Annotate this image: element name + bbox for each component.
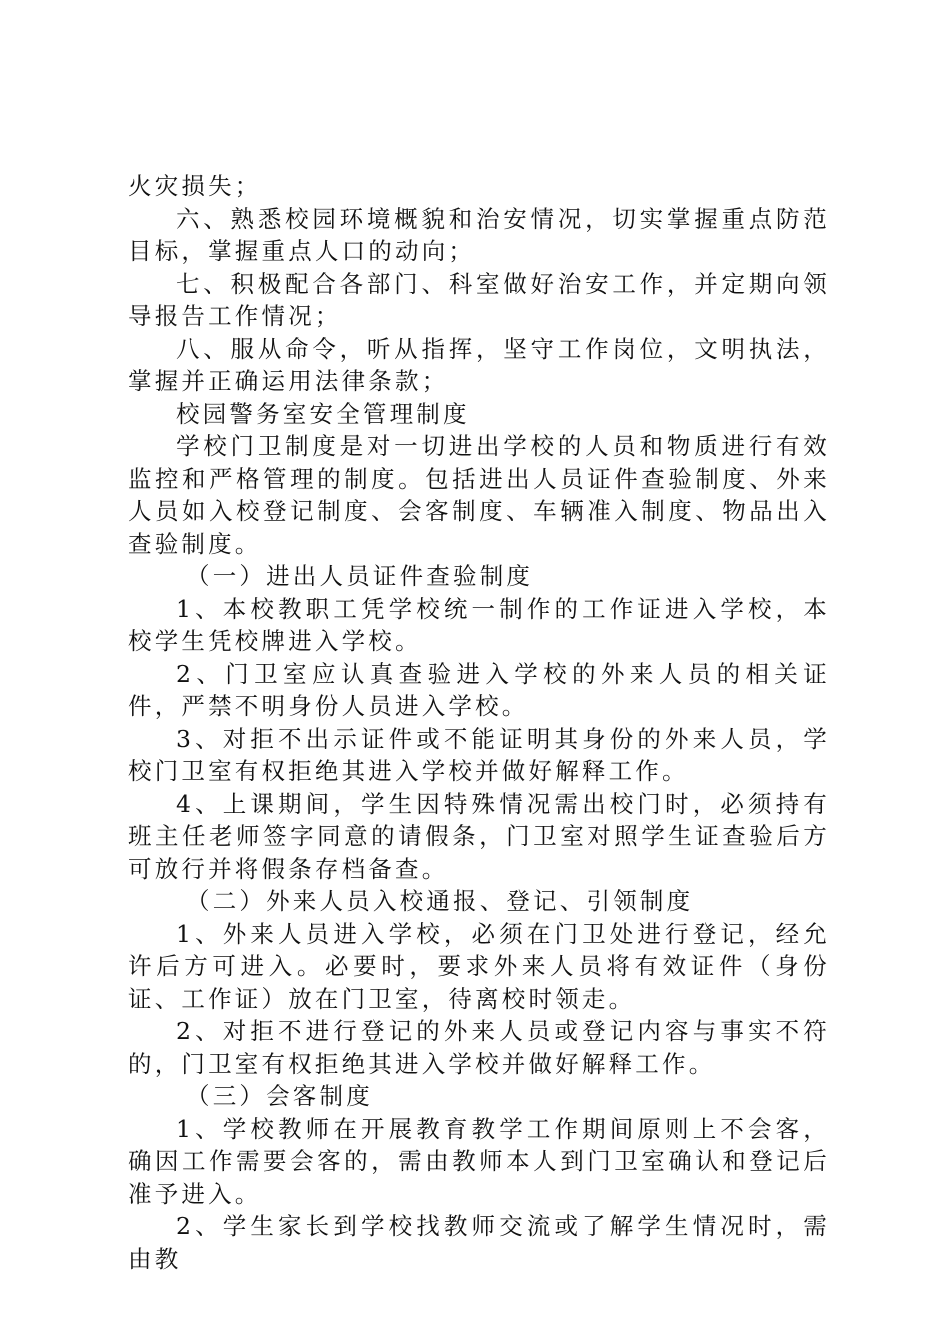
section-heading-3: （三）会客制度 xyxy=(186,1082,373,1110)
paragraph-2-2: 2、对拒不进行登记的外来人员或登记内容与事实不符的，门卫室有权拒绝其进入学校并做好解释工作。 xyxy=(128,1017,830,1078)
section-heading-1: （一）进出人员证件查验制度 xyxy=(186,562,534,590)
paragraph-gate-intro: 学校门卫制度是对一切进出学校的人员和物质进行有效监控和严格管理的制度。包括进出人员证件查验制度、外来人员如入校登记制度、会客制度、车辆准入制度、物品出入查验制度。 xyxy=(128,432,830,558)
paragraph-item-6: 六、熟悉校园环境概貌和治安情况，切实掌握重点防范目标，掌握重点人口的动向； xyxy=(128,204,830,265)
section-heading-2: （二）外来人员入校通报、登记、引领制度 xyxy=(186,887,694,915)
paragraph-1-1: 1、本校教职工凭学校统一制作的工作证进入学校，本校学生凭校牌进入学校。 xyxy=(128,594,830,655)
paragraph-1-4: 4、上课期间，学生因特殊情况需出校门时，必须持有班主任老师签字同意的请假条，门卫室对照学生证查验后方可放行并将假条存档备查。 xyxy=(128,789,830,883)
paragraph-continuation: 火灾损失； xyxy=(128,172,262,200)
paragraph-item-8: 八、服从命令，听从指挥，坚守工作岗位，文明执法，掌握并正确运用法律条款； xyxy=(128,334,830,395)
paragraph-1-3: 3、对拒不出示证件或不能证明其身份的外来人员，学校门卫室有权拒绝其进入学校并做好解释工作。 xyxy=(128,724,830,785)
paragraph-item-7: 七、积极配合各部门、科室做好治安工作，并定期向领导报告工作情况； xyxy=(128,269,830,330)
paragraph-3-1: 1、学校教师在开展教育教学工作期间原则上不会客，确因工作需要会客的，需由教师本人到门卫室确认和登记后准予进入。 xyxy=(128,1114,830,1208)
paragraph-3-2: 2、学生家长到学校找教师交流或了解学生情况时，需由教 xyxy=(128,1212,830,1273)
paragraph-2-1: 1、外来人员进入学校，必须在门卫处进行登记，经允许后方可进入。必要时，要求外来人员将有效证件（身份证、工作证）放在门卫室，待离校时领走。 xyxy=(128,919,830,1013)
paragraph-1-2: 2、门卫室应认真查验进入学校的外来人员的相关证件，严禁不明身份人员进入学校。 xyxy=(128,659,830,720)
document-section-title: 校园警务室安全管理制度 xyxy=(176,399,470,428)
document-page xyxy=(128,170,830,1275)
